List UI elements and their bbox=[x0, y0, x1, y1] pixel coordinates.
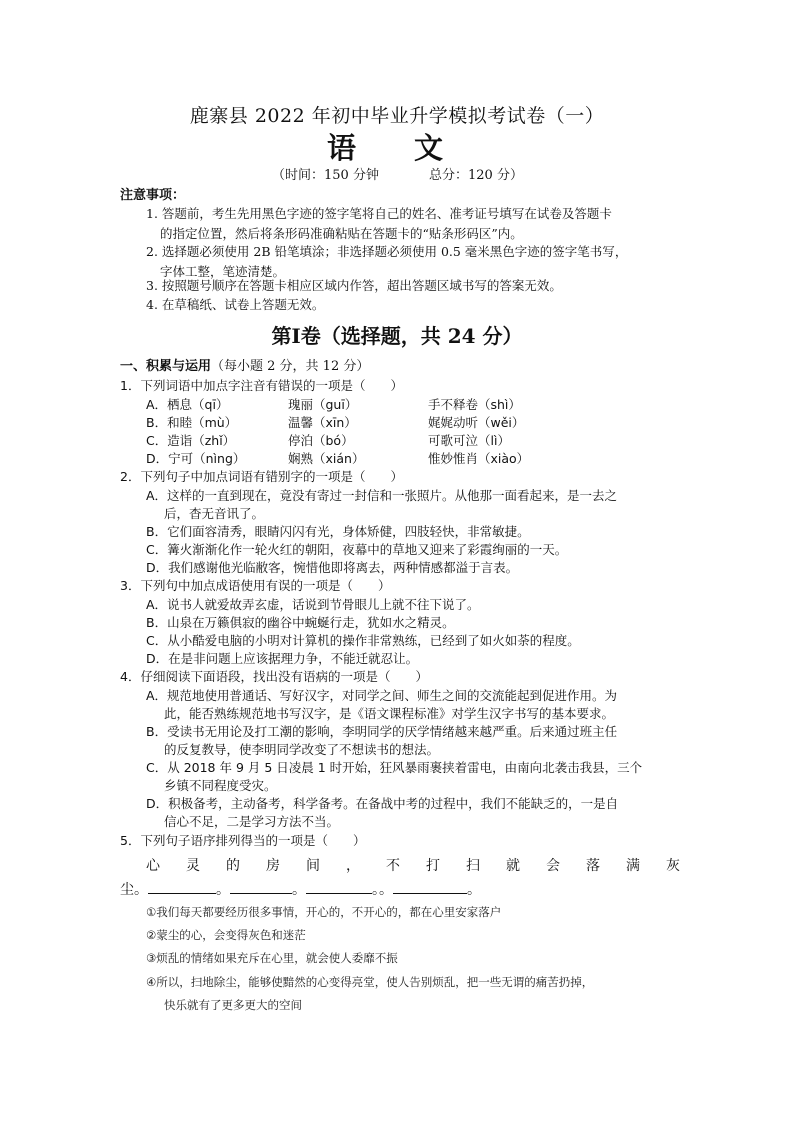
q5-char: 不 bbox=[386, 858, 400, 874]
q5-blank-2[interactable] bbox=[230, 881, 292, 894]
q4-option-c-cont: 乡镇不同程度受灾。 bbox=[164, 778, 277, 793]
q5-char: 落 bbox=[586, 858, 600, 874]
q5-char: 灵 bbox=[186, 858, 200, 874]
q2-stem: 2．下列句子中加点词语有错别字的一项是（ ） bbox=[120, 469, 403, 484]
q5-option-4: ④所以，扫地除尘，能够使黯然的心变得亮堂，使人告别烦乱，把一些无谓的痛苦扔掉， bbox=[146, 975, 594, 989]
notice-item-4: 4. 在草稿纸、试卷上答题无效。 bbox=[146, 297, 325, 312]
q5-option-2: ②蒙尘的心，会变得灰色和迷茫 bbox=[146, 928, 306, 942]
q1-option-b-word2: 温馨（xīn） bbox=[288, 415, 357, 430]
q1-option-b: B．和睦（mù） bbox=[146, 415, 238, 430]
q3-option-a: A．说书人就爱故弄玄虚，话说到节骨眼儿上就不往下说了。 bbox=[146, 597, 480, 612]
q5-option-4-cont: 快乐就有了更多更大的空间 bbox=[164, 998, 302, 1012]
notice-item-2-line2: 字体工整，笔迹清楚。 bbox=[160, 264, 286, 279]
q5-char: ， bbox=[346, 858, 360, 874]
q4-option-c: C．从 2018 年 9 月 5 日凌晨 1 时开始，狂风暴雨裹挟着雷电，由南向北袭击我县，三个 bbox=[146, 760, 643, 775]
q1-stem: 1．下列词语中加点字注音有错误的一项是（ ） bbox=[120, 378, 403, 393]
q3-option-d: D．在是非问题上应该据理力争，不能迁就忍让。 bbox=[146, 651, 419, 666]
part-note: （每小题 2 分，共 12 分） bbox=[211, 359, 370, 374]
q4-option-a-cont: 此，能否熟练规范地书写汉字，是《语文课程标准》对学生汉字书写的基本要求。 bbox=[164, 706, 615, 721]
q5-sep-2: 。 bbox=[292, 882, 306, 898]
q5-option-1: ①我们每天都要经历很多事情，开心的，不开心的，都在心里安家落户 bbox=[146, 905, 502, 919]
q2-option-d: D．我们感谢他光临敝客，惋惜他即将离去，两种情感都溢于言表。 bbox=[146, 560, 519, 575]
notice-item-1 bbox=[146, 204, 612, 244]
q2-option-a-cont: 后，杳无音讯了。 bbox=[164, 506, 265, 521]
q5-char: 房 bbox=[266, 858, 280, 874]
q1-option-d-word2: 娴熟（xián） bbox=[288, 451, 365, 466]
q5-stem: 5．下列句子语序排列得当的一项是（ ） bbox=[120, 833, 366, 848]
q5-blank-line bbox=[120, 879, 481, 899]
q5-sep-3: 。。 bbox=[372, 882, 393, 898]
q5-char: 打 bbox=[426, 858, 440, 874]
exam-time: （时间：150 分钟 bbox=[272, 168, 379, 183]
q3-option-c: C．从小酷爱电脑的小明对计算机的操作非常熟练，已经到了如火如荼的程度。 bbox=[146, 633, 580, 648]
q1-option-d-word3: 惟妙惟肖（xiào） bbox=[428, 451, 530, 466]
q4-option-d-cont: 信心不足，二是学习方法不当。 bbox=[164, 814, 340, 829]
q1-option-a: A．栖息（qī） bbox=[146, 397, 229, 412]
q5-char: 满 bbox=[626, 858, 640, 874]
q5-char: 的 bbox=[226, 858, 240, 874]
q5-blank-1[interactable] bbox=[148, 881, 216, 894]
q5-sentence-spread bbox=[146, 855, 680, 875]
q4-stem: 4．仔细阅读下面语段，找出没有语病的一项是（ ） bbox=[120, 669, 428, 684]
q5-blank-3[interactable] bbox=[306, 881, 372, 894]
q5-option-3: ③烦乱的情绪如果充斥在心里，就会使人委靡不振 bbox=[146, 951, 398, 965]
q1-option-a-word3: 手不释卷（shì） bbox=[428, 397, 521, 412]
q3-stem: 3．下列句中加点成语使用有误的一项是（ ） bbox=[120, 578, 391, 593]
subject-title: 语 文 bbox=[326, 131, 468, 165]
part-heading bbox=[120, 355, 369, 374]
notice-item-3: 3. 按照题号顺序在答题卡相应区域内作答，超出答题区域书写的答案无效。 bbox=[146, 278, 562, 293]
q4-option-d: D．积极备考，主动备考，科学备考。在备战中考的过程中，我们不能缺乏的，一是自 bbox=[146, 796, 619, 811]
q2-option-c: C．篝火渐渐化作一轮火红的朝阳，夜幕中的草地又迎来了彩霞绚丽的一天。 bbox=[146, 542, 568, 557]
exam-title: 鹿寨县 2022 年初中毕业升学模拟考试卷（一） bbox=[189, 105, 605, 127]
q5-char: 扫 bbox=[466, 858, 480, 874]
q1-option-c: C．造诣（zhǐ） bbox=[146, 433, 236, 448]
q4-option-b: B．受读书无用论及打工潮的影响，李明同学的厌学情绪越来越严重。后来通过班主任 bbox=[146, 724, 618, 739]
part-label: 一、积累与运用 bbox=[120, 359, 212, 374]
exam-total-score: 总分：120 分） bbox=[429, 168, 523, 183]
q1-option-c-word3: 可歌可泣（lì） bbox=[428, 433, 510, 448]
q5-sep-1: 。 bbox=[216, 882, 230, 898]
q1-option-d: D．宁可（nìng） bbox=[146, 451, 246, 466]
q5-tail-end: 。 bbox=[467, 882, 481, 898]
q3-option-b: B．山泉在万籁俱寂的幽谷中蜿蜒行走，犹如水之精灵。 bbox=[146, 615, 455, 630]
q1-option-a-word2: 瑰丽（guī） bbox=[288, 397, 358, 412]
q5-char: 灰 bbox=[666, 858, 680, 874]
q5-blank-4[interactable] bbox=[393, 881, 467, 894]
notice-heading: 注意事项： bbox=[120, 188, 186, 203]
q2-option-a: A．这样的一直到现在，竟没有寄过一封信和一张照片。从他那一面看起来，是一去之 bbox=[146, 488, 618, 503]
section-title: 第Ⅰ卷（选择题，共 24 分） bbox=[271, 324, 523, 348]
notice-item-2-line1: 2. 选择题必须使用 2B 铅笔填涂；非选择题必须使用 0.5 毫米黑色字迹的签字笔书写， bbox=[146, 244, 628, 259]
q2-option-b: B．它们面容清秀，眼睛闪闪有光，身体矫健，四肢轻快，非常敏捷。 bbox=[146, 524, 530, 539]
notice-item-1-line1: 1. 答题前，考生先用黑色字迹的签字笔将自己的姓名、准考证号填写在试卷及答题卡 bbox=[146, 206, 612, 221]
q4-option-b-cont: 的反复教导，使李明同学改变了不想读书的想法。 bbox=[164, 742, 440, 757]
q5-char: 间 bbox=[306, 858, 320, 874]
q5-char: 心 bbox=[146, 858, 160, 874]
q1-option-c-word2: 停泊（bó） bbox=[288, 433, 354, 448]
q5-char: 会 bbox=[546, 858, 560, 874]
q5-char: 就 bbox=[506, 858, 520, 874]
q4-option-a: A．规范地使用普通话、写好汉字，对同学之间、师生之间的交流能起到促进作用。为 bbox=[146, 688, 618, 703]
q5-tail-start: 尘。 bbox=[120, 882, 148, 898]
q1-option-b-word3: 娓娓动听（wěi） bbox=[428, 415, 525, 430]
notice-item-1-line2: 的指定位置，然后将条形码准确粘贴在答题卡的“贴条形码区”内。 bbox=[160, 226, 523, 241]
